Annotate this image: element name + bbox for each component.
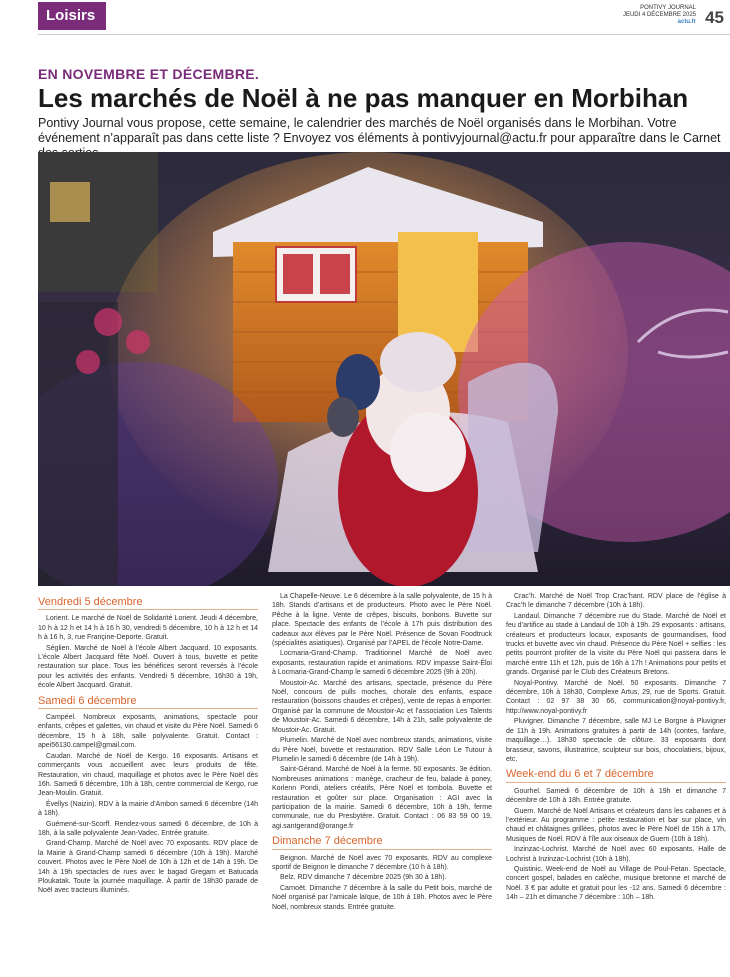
- header-divider: [38, 34, 730, 35]
- event-entry: Évellys (Naizin). RDV à la mairie d’Ambon samedi 6 décembre (14h à 18h).: [38, 800, 258, 818]
- event-entry: Campéel. Nombreux exposants, animations, spectacle pour enfants, crêpes et galettes, vin chaud et visite du Père Noël. Samedi 6 décembre, 15 h à 18h, salle polyvalente. Gratuit. Contact : apei56130.campel@gmail.com.: [38, 714, 258, 750]
- day-heading: Dimanche 7 décembre: [272, 837, 492, 849]
- event-entry: Beignon. Marché de Noël avec 70 exposants. RDV au complexe sportif de Beignon le dimanche 7 décembre (10 h à 18h).: [272, 854, 492, 871]
- article-title: Les marchés de Noël à ne pas manquer en Morbihan: [38, 83, 689, 113]
- event-entry: Pluvigner. Dimanche 7 décembre, salle MJ Le Borgne à Pluvigner de 11h à 19h. Animations gratuites à partir de 14h (contes, fanfare, maquillage…). 18h30 spectacle de clôture. 33 exposants dont brasseur, savons, illustratrice, sculpteur sur bois, chocolatiers, bijoux, etc.: [506, 718, 726, 763]
- event-entry: Inzinzac-Lochrist. Marché de Noël avec 60 exposants. Halle de Lochrist à Inzinzac-Lochrist (10h à 18h).: [506, 846, 726, 863]
- event-entry: Grand-Champ. Marché de Noël avec 70 exposants. RDV place de la Mairie à Grand-Champ samedi 6 décembre (10h à 19h). Marché couvert. Photos avec le Père Noël de 10h à 12h et de 14h à 19h. De 14h à 19h spectacles de rues avec le bagad Gregam et Batucada Ploukatak. Toute la journée maquillage. À partir de 18h30 parade de Noël avec tracteurs illuminés.: [38, 840, 258, 895]
- article-intro: Pontivy Journal vous propose, cette semaine, le calendrier des marchés de Noël organisés dans le Morbihan. Votre événement n’apparaît pas dans cette liste ? Envoyez vos éléments à pontivyjournal@actu.fr pour apparaître dans le Carnet: [38, 116, 721, 145]
- masthead: [623, 5, 696, 26]
- column-2: [272, 592, 492, 913]
- event-entry: Guémené-sur-Scorff. Rendez-vous samedi 6 décembre, de 10h à 18h, à la salle polyvalente Jean-Vadec. Entrée gratuite.: [38, 820, 258, 837]
- event-entry: Carnoët. Dimanche 7 décembre à la salle du Petit bois, marché de Noël organisé par l’amicale laïque, de 10h à 18h. Photos avec le Père Noël, nombreux stands. Entrée gratuite.: [272, 884, 492, 911]
- event-entry: Plumelin. Marché de Noël avec nombreux stands, animations, visite du Père Noël, buvette et restauration. RDV Salle Léon Le Tutour à Plumelin le samedi 6 décembre (de 14h à 19h).: [272, 737, 492, 763]
- event-entry: Séglien. Marché de Noël à l’école Albert Jacquard. 10 exposants. L’école Albert Jacquard fête Noël. Ouvert à tous, buvette et petite restauration sur place. Tous les bénéfices seront reversés à l’école pour les activités des enfants. Vendredi 5 décembre, 16h30 à 19h, école Albert Jacquard. Gratuit.: [38, 644, 258, 690]
- event-entry: Guern. Marché de Noël Artisans et créateurs dans les cabanes et à l’extérieur. Au programme : petite restauration et bar sur place, vin chaud et châtaignes grillées, photos avec le Père Noël de 15h à 17h, Musiques de Noël. RDV à l’île aux oiseaux de Guern (10h à 18h).: [506, 807, 726, 843]
- event-entry: Crac’h. Marché de Noël Trop Crac’hant. RDV place de l’église à Crac’h le dimanche 7 décembre (10h à 18h).: [506, 593, 726, 610]
- article-kicker: EN NOVEMBRE ET DÉCEMBRE.: [38, 66, 260, 82]
- event-entry: Belz. RDV dimanche 7 décembre 2025 (9h 30 à 18h).: [280, 874, 447, 882]
- event-entry: Saint-Gérand. Marché de Noël à la ferme. 50 exposants. 3e édition. Nombreuses animations : manège, cracheur de feu, balade à poney, Korlenn Pondi, ateliers créatifs, Père Noël et tombola. Buvette et restauration et goûter sur place. Organisation : AGI avec la participation de la mairie. Samedi 6 décembre, 10h à 19h, ferme communale, rue du Presbytère. Gratuit. Contact : 06 83 59 00 19, agi.santgerand@orange.fr: [272, 766, 492, 830]
- event-entry: Gourhel. Samedi 6 décembre de 10h à 19h et dimanche 7 décembre de 10h à 18h. Entrée gratuite.: [506, 787, 726, 805]
- event-entry: Caudan. Marché de Noël de Kergo. 16 exposants. Artisans et commerçants vous accueillent avec leurs produits de fête. Restauration, vin chaud, maquillage et photos avec le Père Noël dès 16h. Samedi 6 décembre, 10h à 18h, centre commercial de Kergo, rue Jean-Moulin. Gratuit.: [38, 752, 258, 798]
- issue-date: JEUDI 4 DÉCEMBRE 2025: [622, 12, 696, 18]
- event-entry: Moustoir-Ac. Marché des artisans, spectacle, présence du Père Noël, concours de pulls moches, chorale des enfants, espace restauration (boissons chaudes et crêpes), vente de repas à emporter. Organisé par la commune de Moustoir-Ac et l’association Les Talents de Moustoir-Ac. Samedi 6 décembre, 14h à 21h, salle polyvalente de Moustoir-Ac. Gratuit.: [272, 679, 492, 734]
- day-heading: Vendredi 5 décembre: [38, 598, 258, 610]
- event-entry: Landaul. Dimanche 7 décembre rue du Stade. Marché de Noël et feu d’artifice au stade à Landaul de 10h à 19h. 29 exposants : artisans, créateurs et producteurs locaux, exposants de gourmandises, food trucks et buvette avec vin chaud. Présence du Père Noël + selfies : les petits pourront profiter de la visite du Père Noël qui passera dans le marché entre 11h et 12h, puis de 16h à 17h ! Animations pour petits et grands. Organisé par le Club des Créateurs Bretons.: [506, 612, 726, 677]
- event-entry: Noyal-Pontivy. Marché de Noël. 50 exposants. Dimanche 7 décembre, 10h à 18h30, Complexe Artus, 29, rue de Sports. Gratuit. Contact : 02 97 38 30 66, communication@noyal-pontivy.fr, http://www.noyal-pontivy.fr: [506, 679, 726, 715]
- event-entry: Quistinic. Week-end de Noël au Village de Poul-Fetan. Spectacle, concert gospel, balades en calèche, musique bretonne et marché de Noël. 3 € par adulte et gratuit pour les -12 ans. Samedi 6 décembre : 14h – 21h et dimanche 7 décembre : 10h – 18h.: [506, 865, 726, 902]
- column-1: [38, 592, 258, 897]
- event-entry: Locmaria-Grand-Champ. Traditionnel Marché de Noël avec exposants, restauration rapide et animations. RDV impasse Saint-Éloi à Locmaria-Grand-Champ le samedi 6 décembre 2025 (9h à 20h).: [272, 650, 492, 677]
- site-name: actu.fr: [677, 19, 696, 25]
- day-heading: Week-end du 6 et 7 décembre: [506, 770, 726, 782]
- santa-photo: [38, 152, 730, 586]
- event-entry: La Chapelle-Neuve. Le 6 décembre à la salle polyvalente, de 15 h à 18h. Stands d’artisans et de producteurs. Photo avec le Père Noël. Pêche à la ligne. Vente de crêpes, biscuits, bonbons. Buvette sur place. Spectacle des enfants de l’école à 17h puis distribution des cadeaux aux élèves par le Père Noël. Présence de Sovan Foodtruck (spécialités asiatiques). Organisé par l’APEL de l’école Notre-Dame.: [272, 593, 492, 648]
- event-entry: Lorient. Le marché de Noël de Solidarité Lorient. Jeudi 4 décembre, 10 h à 12 h et 14 h à 16 h 30, vendredi 5 décembre, 10 h à 12 h et 14 h à 16 h, 3, rue Françine-Deporte. Gratuit.: [38, 615, 258, 642]
- column-3: [506, 592, 726, 904]
- day-heading: Samedi 6 décembre: [38, 697, 258, 709]
- paper-name: PONTIVY JOURNAL: [640, 5, 696, 11]
- section-tab[interactable]: Loisirs: [38, 2, 106, 30]
- page-header: [0, 0, 730, 32]
- page-number: 45: [705, 8, 724, 27]
